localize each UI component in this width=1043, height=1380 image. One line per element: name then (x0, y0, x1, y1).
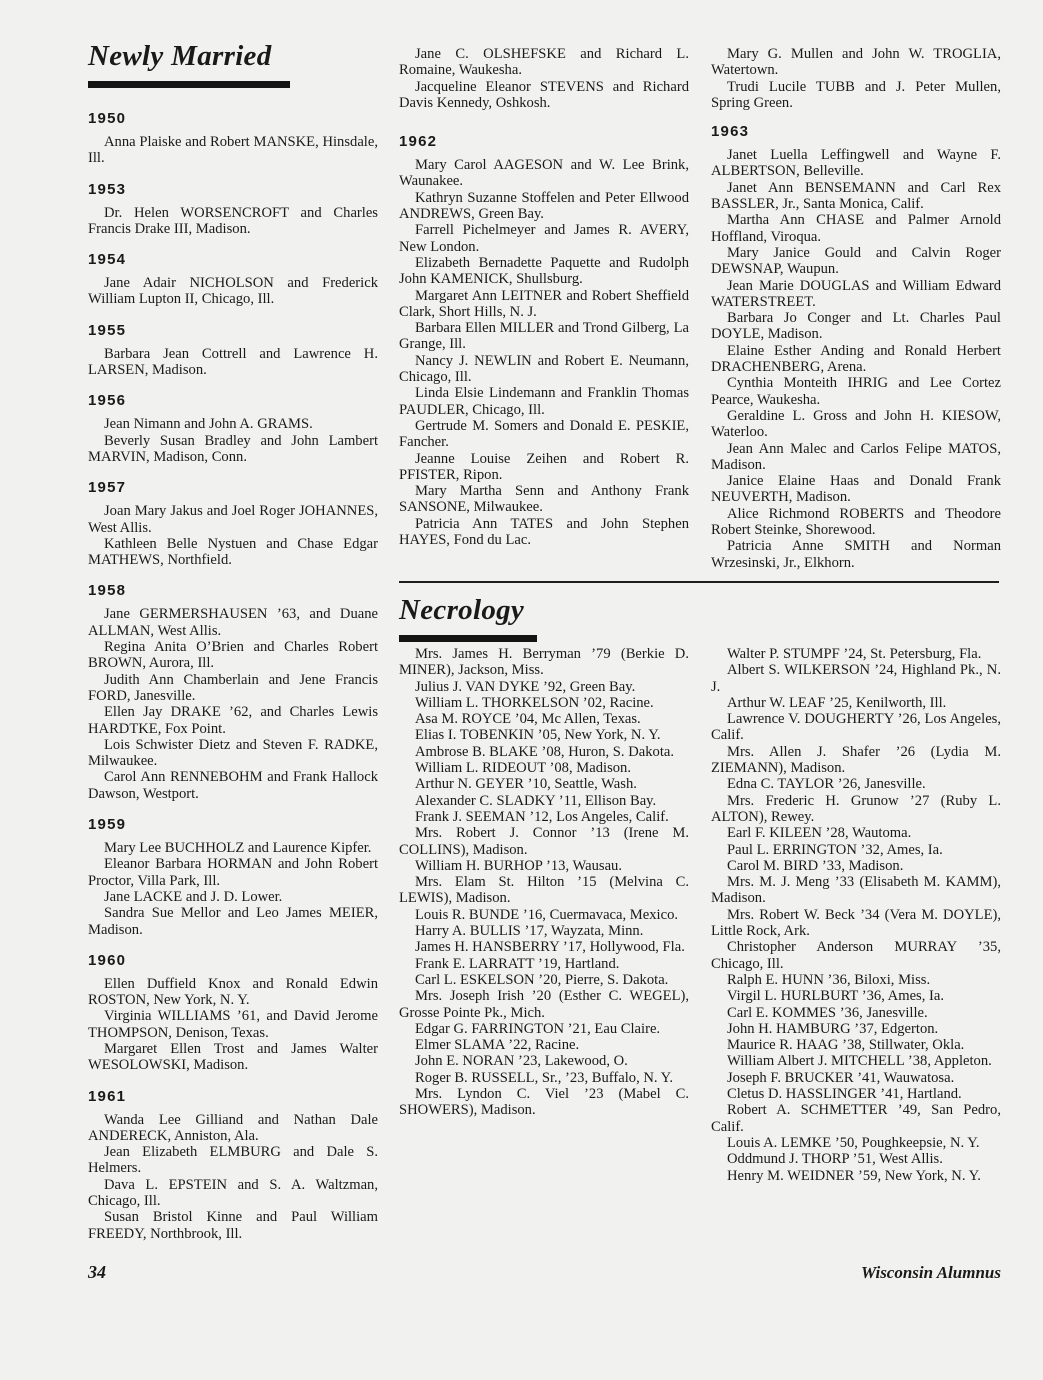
entry-text: Janice Elaine Haas and Donald Frank NEUVERTH, Madison. (711, 473, 1001, 506)
entry-text: Asa M. ROYCE ’04, Mc Allen, Texas. (415, 711, 641, 728)
entry-text: Ralph E. HUNN ’36, Biloxi, Miss. (727, 971, 931, 988)
year-group-1959 (88, 816, 378, 938)
newly-married-heading (88, 40, 378, 88)
entry-text: Martha Ann CHASE and Palmer Arnold Hoffland, Viroqua. (711, 212, 1001, 245)
entry-text: John E. NORAN ’23, Lakewood, O. (415, 1053, 628, 1070)
entry-text: Janet Ann BENSEMANN and Carl Rex BASSLER, Jr., Santa Monica, Calif. (711, 179, 1001, 213)
entry-text: Joan Mary Jakus and Joel Roger JOHANNES, West Allis. (88, 503, 378, 536)
entry-text: Jean Marie DOUGLAS and William Edward WATERSTREET. (711, 277, 1001, 310)
entry-text: Mrs. Robert J. Connor ’13 (Irene M. COLLINS), Madison. (399, 825, 689, 858)
entry-text: Kathleen Belle Nystuen and Chase Edgar MATHEWS, Northfield. (88, 535, 378, 569)
entry-text: Geraldine L. Gross and John H. KIESOW, Waterloo. (711, 407, 1001, 441)
entry-text: Jean Nimann and John A. GRAMS. (104, 416, 313, 433)
year-group-1958 (88, 582, 378, 802)
entry-text: Dava L. EPSTEIN and S. A. Waltzman, Chicago, Ill. (88, 1176, 378, 1210)
entry-text: Mrs. M. J. Meng ’33 (Elisabeth M. KAMM), Madison. (711, 874, 1001, 907)
year-group-1963 (711, 123, 1001, 571)
entry-text: Patricia Ann TATES and John Stephen HAYES, Fond du Lac. (399, 515, 689, 549)
entry-text: Kathryn Suzanne Stoffelen and Peter Ellwood ANDREWS, Green Bay. (399, 189, 689, 223)
entry-text: Jane LACKE and J. D. Lower. (104, 888, 283, 905)
entry-text: Eleanor Barbara HORMAN and John Robert Proctor, Villa Park, Ill. (88, 856, 378, 889)
year-heading: 1959 (88, 816, 127, 834)
entry-text: James H. HANSBERRY ’17, Hollywood, Fla. (415, 939, 685, 956)
entry-text: Ellen Duffield Knox and Ronald Edwin ROSTON, New York, N. Y. (88, 975, 378, 1009)
entry-text: Mrs. Robert W. Beck ’34 (Vera M. DOYLE), Little Rock, Ark. (711, 906, 1001, 940)
entry-text: Ellen Jay DRAKE ’62, and Charles Lewis HARDTKE, Fox Point. (88, 704, 378, 737)
year-heading: 1963 (711, 123, 750, 141)
entry-text: Christopher Anderson MURRAY ’35, Chicago, Ill. (711, 939, 1001, 972)
entry-text: Frank J. SEEMAN ’12, Los Angeles, Calif. (415, 808, 669, 825)
year-group-1961 (88, 1088, 378, 1242)
year-heading: 1957 (88, 479, 127, 497)
entry-text: Dr. Helen WORSENCROFT and Charles Francis Drake III, Madison. (88, 204, 378, 237)
year-entries (88, 503, 378, 568)
entry-text: William L. RIDEOUT ’08, Madison. (415, 760, 631, 777)
year-entries (88, 840, 378, 938)
entry-text: Earl F. KILEEN ’28, Wautoma. (727, 825, 912, 842)
entry-text: Patricia Anne SMITH and Norman Wrzesinski, Jr., Elkhorn. (711, 538, 1001, 571)
entry-text: Jane Adair NICHOLSON and Frederick William Lupton II, Chicago, Ill. (88, 275, 378, 308)
year-group-1954 (88, 251, 378, 308)
entry-text: Trudi Lucile TUBB and J. Peter Mullen, Spring Green. (711, 78, 1001, 111)
entry-text: Maurice R. HAAG ’38, Stillwater, Okla. (727, 1037, 965, 1054)
year-entries (88, 1112, 378, 1242)
entry-text: Arthur W. LEAF ’25, Kenilworth, Ill. (727, 694, 947, 711)
entry-text: Jane GERMERSHAUSEN ’63, and Duane ALLMAN, West Allis. (88, 606, 378, 639)
continued-entries (399, 46, 689, 111)
entry-text: Louis R. BUNDE ’16, Cuermavaca, Mexico. (415, 906, 679, 923)
entry-text: Cynthia Monteith IHRIG and Lee Cortez Pearce, Waukesha. (711, 375, 1001, 408)
entry-text: Barbara Ellen MILLER and Trond Gilberg, La Grange, Ill. (399, 320, 689, 353)
year-heading: 1950 (88, 110, 127, 127)
entry-text: Linda Elsie Lindemann and Franklin Thomas PAUDLER, Chicago, Ill. (399, 385, 689, 418)
year-heading: 1961 (88, 1087, 127, 1105)
entry-text: Carol Ann RENNEBOHM and Frank Hallock Dawson, Westport. (88, 769, 378, 802)
necrology-column-2 (711, 646, 1001, 1184)
year-entries (88, 275, 378, 308)
entry-text: Anna Plaiske and Robert MANSKE, Hinsdale, Ill. (88, 134, 378, 167)
entry-text: Virginia WILLIAMS ’61, and David Jerome THOMPSON, Denison, Texas. (88, 1008, 378, 1041)
entry-text: Janet Luella Leffingwell and Wayne F. ALBERTSON, Belleville. (711, 147, 1001, 180)
year-entries (711, 147, 1001, 571)
entry-text: Mrs. Lyndon C. Viel ’23 (Mabel C. SHOWERS), Madison. (399, 1086, 689, 1119)
year-groups (88, 110, 378, 1242)
entry-text: Mrs. Elam St. Hilton ’15 (Melvina C. LEWIS), Madison. (399, 874, 689, 907)
entry-text: Joseph F. BRUCKER ’41, Wauwatosa. (727, 1069, 955, 1086)
year-heading: 1956 (88, 392, 127, 410)
magazine-name: Wisconsin Alumnus (860, 1263, 1001, 1282)
entry-text: Judith Ann Chamberlain and Jene Francis FORD, Janesville. (88, 671, 378, 704)
entry-text: Jean Ann Malec and Carlos Felipe MATOS, Madison. (711, 440, 1001, 473)
year-group-1955 (88, 322, 378, 379)
entry-text: Harry A. BULLIS ’17, Wayzata, Minn. (415, 923, 644, 940)
entry-text: Mrs. Joseph Irish ’20 (Esther C. WEGEL), Grosse Pointe Pk., Mich. (399, 988, 689, 1021)
entry-text: Carol M. BIRD ’33, Madison. (727, 857, 904, 874)
entry-text: Margaret Ellen Trost and James Walter WESOLOWSKI, Madison. (88, 1040, 378, 1074)
entry-text: Mary G. Mullen and John W. TROGLIA, Watertown. (711, 46, 1001, 79)
title-underline-bar (88, 81, 290, 88)
entry-text: Sandra Sue Mellor and Leo James MEIER, Madison. (88, 905, 378, 938)
entry-text: Walter P. STUMPF ’24, St. Petersburg, Fla. (727, 646, 982, 662)
year-heading: 1958 (88, 582, 127, 600)
entry-text: Margaret Ann LEITNER and Robert Sheffield Clark, Short Hills, N. J. (399, 287, 689, 320)
entry-text: Carl L. ESKELSON ’20, Pierre, S. Dakota. (415, 971, 669, 988)
entry-text: Frank E. LARRATT ’19, Hartland. (415, 955, 620, 972)
entry-text: Elizabeth Bernadette Paquette and Rudolph John KAMENICK, Shullsburg. (399, 254, 689, 288)
entry-text: Gertrude M. Somers and Donald E. PESKIE, Fancher. (399, 417, 689, 451)
year-entries (88, 205, 378, 238)
entry-text: Lois Schwister Dietz and Steven F. RADKE, Milwaukee. (88, 736, 378, 770)
title-underline-bar (399, 635, 537, 642)
entry-text: Mary Carol AAGESON and W. Lee Brink, Waunakee. (399, 157, 689, 190)
year-entries (399, 157, 689, 548)
entry-text: Mary Janice Gould and Calvin Roger DEWSNAP, Waupun. (711, 244, 1001, 278)
year-entries (88, 346, 378, 379)
entry-text: Regina Anita O’Brien and Charles Robert BROWN, Aurora, Ill. (88, 639, 378, 672)
entry-text: Farrell Pichelmeyer and James R. AVERY, New London. (399, 222, 689, 255)
continued-entries (711, 46, 1001, 111)
entry-text: Edna C. TAYLOR ’26, Janesville. (727, 776, 926, 793)
entry-text: Elias I. TOBENKIN ’05, New York, N. Y. (415, 727, 661, 744)
year-group-1962 (399, 133, 689, 548)
entry-text: Louis A. LEMKE ’50, Poughkeepsie, N. Y. (727, 1134, 980, 1151)
year-group-1960 (88, 952, 378, 1074)
entry-text: Mrs. Allen J. Shafer ’26 (Lydia M. ZIEMANN), Madison. (711, 743, 1001, 777)
section-divider-rule (399, 581, 999, 583)
year-heading: 1962 (399, 133, 438, 151)
entry-text: Jacqueline Eleanor STEVENS and Richard Davis Kennedy, Oshkosh. (399, 78, 689, 111)
entry-text: Edgar G. FARRINGTON ’21, Eau Claire. (415, 1020, 661, 1037)
newly-married-column-2 (399, 46, 689, 548)
entry-text: Albert S. WILKERSON ’24, Highland Pk., N. J. (711, 662, 1001, 695)
entry-text: Arthur N. GEYER ’10, Seattle, Wash. (415, 776, 637, 793)
entry-text: William L. THORKELSON ’02, Racine. (415, 694, 654, 711)
year-heading: 1954 (88, 251, 127, 269)
entry-text: Lawrence V. DOUGHERTY ’26, Los Angeles, Calif. (711, 711, 1001, 744)
year-group-1950 (88, 110, 378, 167)
entry-text: William H. BURHOP ’13, Wausau. (415, 857, 622, 874)
newly-married-column-3 (711, 46, 1001, 571)
necrology-entries (711, 646, 1001, 1184)
entry-text: Julius J. VAN DYKE ’92, Green Bay. (415, 678, 636, 695)
year-group-1956 (88, 392, 378, 465)
entry-text: Alexander C. SLADKY ’11, Ellison Bay. (415, 792, 657, 809)
entry-text: Paul L. ERRINGTON ’32, Ames, Ia. (727, 841, 943, 858)
necrology-heading (399, 594, 537, 642)
entry-text: Mary Lee BUCHHOLZ and Laurence Kipfer. (104, 840, 372, 857)
entry-text: Alice Richmond ROBERTS and Theodore Robert Steinke, Shorewood. (711, 505, 1001, 539)
entry-text: Oddmund J. THORP ’51, West Allis. (727, 1151, 943, 1168)
entry-text: Robert A. SCHMETTER ’49, San Pedro, Calif. (711, 1102, 1001, 1135)
entry-text: Barbara Jo Conger and Lt. Charles Paul DOYLE, Madison. (711, 310, 1001, 343)
newly-married-title: Newly Married (88, 40, 272, 72)
entry-text: Susan Bristol Kinne and Paul William FREEDY, Northbrook, Ill. (88, 1209, 378, 1242)
entry-text: Henry M. WEIDNER ’59, New York, N. Y. (727, 1167, 981, 1184)
entry-text: William Albert J. MITCHELL ’38, Appleton. (727, 1053, 992, 1070)
year-entries (88, 976, 378, 1074)
entry-text: Mrs. Frederic H. Grunow ’27 (Ruby L. ALTON), Rewey. (711, 792, 1001, 825)
entry-text: Barbara Jean Cottrell and Lawrence H. LARSEN, Madison. (88, 345, 378, 379)
year-entries (88, 416, 378, 465)
year-heading: 1953 (88, 180, 127, 198)
entry-text: Elaine Esther Anding and Ronald Herbert DRACHENBERG, Arena. (711, 342, 1001, 376)
year-entries (88, 134, 378, 167)
newly-married-column-1 (88, 40, 378, 1242)
entry-text: Beverly Susan Bradley and John Lambert MARVIN, Madison, Conn. (88, 432, 378, 465)
entry-text: Wanda Lee Gilliand and Nathan Dale ANDERECK, Anniston, Ala. (88, 1111, 378, 1144)
entry-text: Jeanne Louise Zeihen and Robert R. PFISTER, Ripon. (399, 450, 689, 483)
year-group-1953 (88, 181, 378, 238)
entry-text: Carl E. KOMMES ’36, Janesville. (727, 1004, 928, 1021)
entry-text: Mrs. James H. Berryman ’79 (Berkie D. MINER), Jackson, Miss. (399, 646, 689, 679)
entry-text: Jane C. OLSHEFSKE and Richard L. Romaine, Waukesha. (399, 46, 689, 79)
year-entries (88, 606, 378, 802)
necrology-title: Necrology (399, 594, 525, 626)
entry-text: Jean Elizabeth ELMBURG and Dale S. Helmers. (88, 1144, 378, 1177)
year-heading: 1955 (88, 321, 127, 339)
entry-text: Virgil L. HURLBURT ’36, Ames, Ia. (727, 988, 945, 1005)
year-heading: 1960 (88, 951, 127, 969)
entry-text: Roger B. RUSSELL, Sr., ’23, Buffalo, N. Y. (415, 1069, 673, 1086)
entry-text: Elmer SLAMA ’22, Racine. (415, 1037, 580, 1054)
entry-text: Mary Martha Senn and Anthony Frank SANSONE, Milwaukee. (399, 483, 689, 516)
necrology-entries (399, 646, 689, 1119)
entry-text: Nancy J. NEWLIN and Robert E. Neumann, Chicago, Ill. (399, 352, 689, 386)
entry-text: John H. HAMBURG ’37, Edgerton. (727, 1020, 939, 1037)
entry-text: Cletus D. HASSLINGER ’41, Hartland. (727, 1086, 962, 1103)
entry-text: Ambrose B. BLAKE ’08, Huron, S. Dakota. (415, 743, 675, 760)
necrology-column-1 (399, 646, 689, 1119)
page-number: 34 (88, 1262, 106, 1282)
year-group-1957 (88, 479, 378, 568)
